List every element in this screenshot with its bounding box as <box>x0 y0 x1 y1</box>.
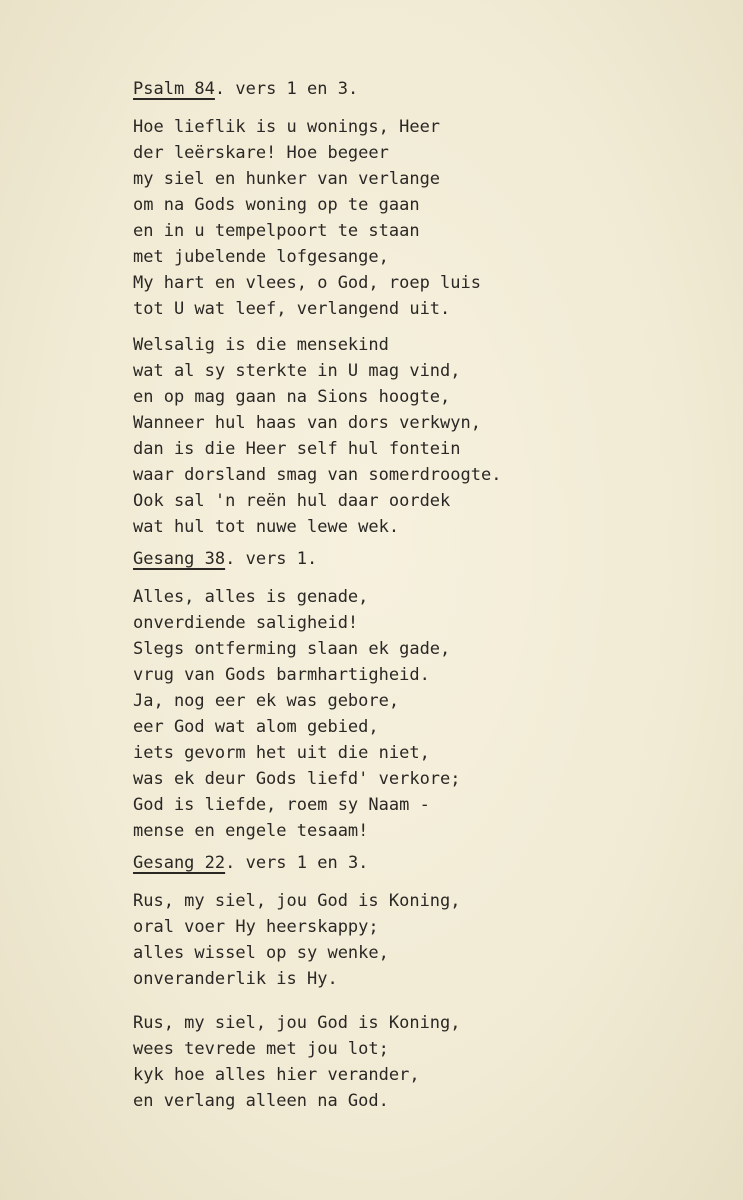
verse-line: Alles, alles is genade, <box>133 587 369 607</box>
verse-line: Rus, my siel, jou God is Koning, <box>133 891 461 911</box>
verse-line: iets gevorm het uit die niet, <box>133 743 430 763</box>
heading-verses: . vers 1 en 3. <box>225 853 369 873</box>
verse-line: en op mag gaan na Sions hoogte, <box>133 387 451 407</box>
verse-line: my siel en hunker van verlange <box>133 169 441 189</box>
verse-line: Rus, my siel, jou God is Koning, <box>133 1013 461 1033</box>
verse-line: tot U wat leef, verlangend uit. <box>133 299 451 319</box>
verse-line: alles wissel op sy wenke, <box>133 943 389 963</box>
verse-line: mense en engele tesaam! <box>133 821 369 841</box>
verse-line: Ook sal 'n reën hul daar oordek <box>133 491 451 511</box>
verse-line: wees tevrede met jou lot; <box>133 1039 389 1059</box>
verse-line: My hart en vlees, o God, roep luis <box>133 273 481 293</box>
section-heading <box>133 850 633 876</box>
verse-line: Wanneer hul haas van dors verkwyn, <box>133 413 481 433</box>
section-psalm-84 <box>133 76 633 540</box>
verse-line: Welsalig is die mensekind <box>133 335 389 355</box>
verse-line: der leërskare! Hoe begeer <box>133 143 389 163</box>
heading-title: Gesang 38 <box>133 549 226 569</box>
verse-line: Slegs ontferming slaan ek gade, <box>133 639 451 659</box>
heading-verses: . vers 1 en 3. <box>214 79 359 99</box>
verse-line: onverdiende saligheid! <box>133 613 359 633</box>
verse-line: met jubelende lofgesange, <box>133 247 389 267</box>
verse-line: eer God wat alom gebied, <box>133 717 379 737</box>
section-heading <box>133 546 633 572</box>
verse-line: oral voer Hy heerskappy; <box>133 917 379 937</box>
verse-line: wat hul tot nuwe lewe wek. <box>133 517 400 537</box>
verse-line: kyk hoe alles hier verander, <box>133 1065 420 1085</box>
stanza <box>133 114 633 322</box>
verse-line: en verlang alleen na God. <box>133 1091 389 1111</box>
heading-verses: . vers 1. <box>225 549 318 569</box>
verse-line: dan is die Heer self hul fontein <box>133 439 461 459</box>
verse-line: God is liefde, roem sy Naam - <box>133 795 430 815</box>
verse-line: Hoe lieflik is u wonings, Heer <box>133 117 441 137</box>
stanza <box>133 584 633 844</box>
section-heading <box>133 76 633 102</box>
verse-line: vrug van Gods barmhartigheid. <box>133 665 430 685</box>
section-gesang-22 <box>133 850 633 1114</box>
stanza <box>133 888 633 992</box>
verse-line: wat al sy sterkte in U mag vind, <box>133 361 461 381</box>
stanza <box>133 332 633 540</box>
heading-title: Gesang 22 <box>133 853 226 873</box>
hymn-sheet <box>133 76 633 1114</box>
verse-line: onveranderlik is Hy. <box>133 969 338 989</box>
verse-line: waar dorsland smag van somerdroogte. <box>133 465 502 485</box>
verse-line: en in u tempelpoort te staan <box>133 221 420 241</box>
heading-title: Psalm 84 <box>133 79 215 99</box>
section-gesang-38 <box>133 546 633 844</box>
stanza <box>133 1010 633 1114</box>
verse-line: om na Gods woning op te gaan <box>133 195 420 215</box>
verse-line: Ja, nog eer ek was gebore, <box>133 691 400 711</box>
verse-line: was ek deur Gods liefd' verkore; <box>133 769 461 789</box>
